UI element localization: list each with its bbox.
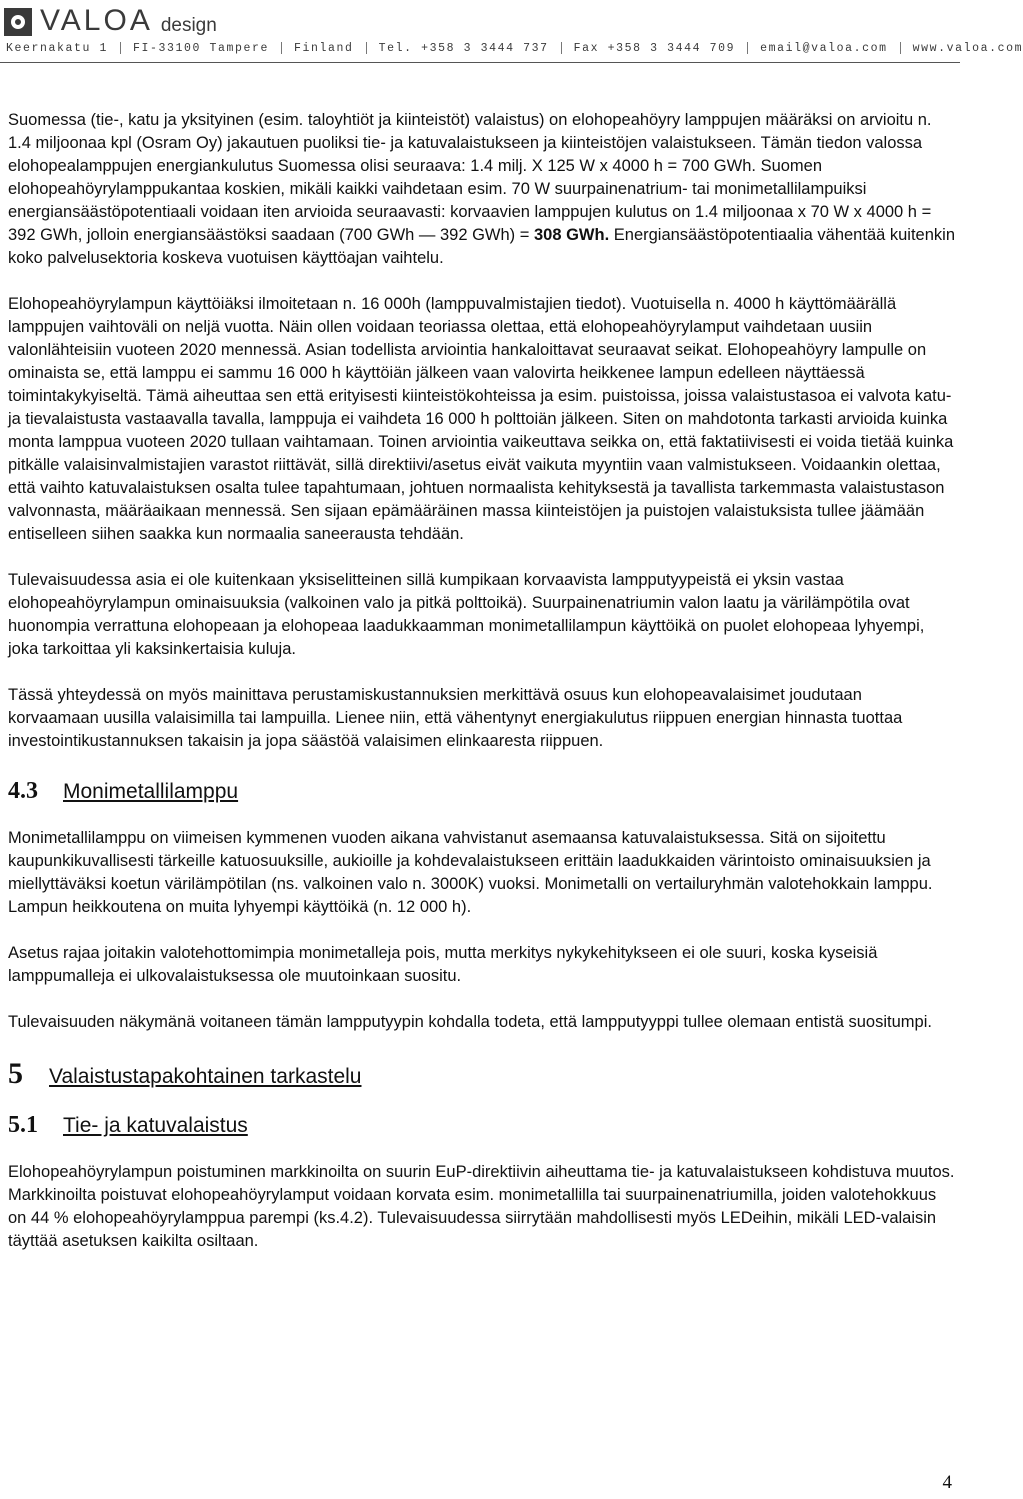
paragraph-installation-costs: Tässä yhteydessä on myös mainittava perustamiskustannuksien merkittävä osuus kun elohopeavalaisimet joudutaan korvaamaan uusilla valaisimilla tai lampuilla. Lienee niin, että vähentynyt energiakulutus riippuen energian hinnasta tuottaa investointikustannuksen takaisin ja jopa säästöä valaisimen elinkaaresta riippuen. <box>8 686 903 750</box>
contact-line <box>6 42 1023 55</box>
contact-email: email@valoa.com <box>760 42 888 55</box>
contact-website: www.valoa.com <box>912 42 1023 55</box>
paragraph-energy-estimate <box>8 109 956 270</box>
paragraph-outlook: Tulevaisuuden näkymänä voitaneen tämän lampputyypin kohdalla todeta, että lampputyyppi tullee olemaan entistä suositumpi. <box>8 1013 932 1031</box>
contact-country: Finland <box>294 42 354 55</box>
contact-separator <box>900 42 901 54</box>
chapter-heading-5 <box>8 1057 956 1094</box>
contact-separator <box>366 42 367 54</box>
paragraph-text: Energiansäästöpotentiaalia vähentää kuitenkin koko palvelusektoria koskeva vuotuisen käyttöajan vaihtelu. <box>8 226 956 267</box>
paragraph-text: Suomessa (tie-, katu ja yksityinen (esim. taloyhtiöt ja kiinteistöt) valaistus) on elohopeahöyry lamppujen määräksi on arvioitu n. 1.4 miljoonaa kpl (Osram Oy) jakautuen puoliksi tie- ja katuvalaistukseen ja kiinteistöjen valaistukseen. Tämän tiedon valossa elohopealamppujen energiankulutus Suomessa olisi seuraava: 1.4 milj. X 125 W x 4000 h = 700 GWh. Suomen elohopeahöyrylamppukantaa koskien, mikäli kaikki vaihdetaan esim. 70 W suurpainenatrium- tai monimetallilampuiksi energiansäästöpotentiaali voidaan iten arvioida seuraavasti: korvaavien lamppujen kulutus on 1.4 miljoonaa x 70 W x 4000 h = 392 GWh, jolloin energiansäästöksi saadaan (700 GWh — 392 GWh) = <box>8 111 932 244</box>
section-title: Monimetallilamppu <box>63 780 239 803</box>
paragraph-metal-halide: Monimetallilamppu on viimeisen kymmenen vuoden aikana vahvistanut asemaansa katuvalaistuksessa. Sitä on sijoitettu kaupunkikuvallisesti tärkeille katuosuuksille, aukioille ja kohdevalaistukseen erittäin laadukkaiden värintoisto ominaisuuksien ja miellyttäväksi koetun värilämpötilan (ns. valkoinen valo n. 3000K) vuoksi. Monimetalli on vertailuryhmän valotehokkain lamppu. Lampun heikkoutena on muita lyhyempi käyttöikä (n. 12 000 h). <box>8 829 933 916</box>
page-number: 4 <box>942 1472 952 1493</box>
contact-separator <box>281 42 282 54</box>
document-body <box>8 109 956 1276</box>
paragraph-road-lighting: Elohopeahöyrylampun poistuminen markkinoilta on suurin EuP-direktiivin aiheuttama tie- ja katuvalaistukseen kohdistuva muutos. Markkinoilta poistuvat elohopeahöyrylamput voidaan korvata esim. monimetallilla tai suurpainenatriumilla, joiden valotehokkuus on 44 % elohopeahöyrylamppua parempi (ks.4.2). Tulevaisuudessa siirrytään mahdollisesti myös LEDeihin, mikäli LED-valaisin täyttää asetuksen kaikilta osiltaan. <box>8 1163 955 1250</box>
contact-phone: Tel. +358 3 3444 737 <box>378 42 549 55</box>
section-heading-4-3 <box>8 776 956 807</box>
brand-subtitle: design <box>160 15 217 36</box>
brand-name: VALOA <box>40 4 153 37</box>
contact-separator <box>120 42 121 54</box>
section-number: 5.1 <box>8 1112 38 1138</box>
company-logo <box>4 2 217 36</box>
section-heading-5-1 <box>8 1110 956 1141</box>
paragraph-lamp-lifetime: Elohopeahöyrylampun käyttöiäksi ilmoitetaan n. 16 000h (lamppuvalmistajien tiedot). Vuotuisella n. 4000 h käyttömäärällä lamppujen vaihtoväli on neljä vuotta. Näin ollen voidaan teoriassa olettaa, että elohopeahöyrylamput vaihdetaan uusiin valonlähteisiin vuoteen 2020 mennessä. Asian todellista arviointia hankaloittavat seuraavat seikat. Elohopeahöyry lampulle on ominaista se, että lamppu ei sammu 16 000 h käyttöiän jälkeen vaan valovirta heikkenee lampun edelleen näyttäessä toimintakykyiseltä. Tämä aiheuttaa sen että erityisesti kiinteistökohteissa ja esim. puistoissa, joissa valaistustasoa ei valvota katu- ja tievalaistusta vastaavalla tavalla, lamppuja ei vaihdeta 16 000 h polttoiän jälkeen. Siten on mahdotonta tarkasti arvioida kuinka monta lamppua vuoteen 2020 tullaan vaihtamaan. Toinen arviointia vaikeuttava seikka on, että faktatiivisesti ei voida tietää kuinka pitkälle valaisinvalmistajien varastot riittävät, sillä direktiivi/asetus eivät vaikuta myyntiin vaan valmistukseen. Voidaankin olettaa, että vaihto katuvalaistuksen osalta tulee tapahtumaan, johtuen normaalista kehityksestä ja tavallista tarkemmasta valaistustason valvonnasta, määräaikaan mennessä. Sen sijaan epämääräinen massa kiinteistöjen ja puistojen valaistuksista tullee jäämään entiselleen siihen saakka kun normaalia saneerausta tehdään. <box>8 295 954 543</box>
letterhead <box>0 0 1023 70</box>
contact-separator <box>747 42 748 54</box>
logo-mark-icon <box>4 8 32 36</box>
contact-postal: FI-33100 Tampere <box>133 42 270 55</box>
paragraph-future-ambiguity: Tulevaisuudessa asia ei ole kuitenkaan yksiselitteinen sillä kumpikaan korvaavista lampputyypeistä ei yksin vastaa elohopeahöyrylampun ominaisuuksia (valkoinen valo ja pitkä polttoikä). Suurpainenatriumin valon laatu ja värilämpötila ovat huonompia verrattuna elohopeaan ja elohopeaa laadukkaamman monimetallilampun käyttöikä on puolet elohopeaa lyhyempi, joka tarkoittaa yli kaksinkertaisia kuluja. <box>8 571 925 658</box>
bold-savings-value: 308 GWh. <box>533 226 610 244</box>
contact-separator <box>561 42 562 54</box>
header-divider <box>0 62 960 63</box>
contact-street: Keernakatu 1 <box>6 42 109 55</box>
chapter-title: Valaistustapakohtainen tarkastelu <box>49 1065 362 1088</box>
paragraph-regulation: Asetus rajaa joitakin valotehottomimpia monimetalleja pois, mutta merkitys nykykehitykseen ei ole suuri, koska kyseisiä lamppumalleja ei ulkovalaistuksessa ole muutoinkaan suositu. <box>8 944 878 985</box>
contact-fax: Fax +358 3 3444 709 <box>573 42 736 55</box>
section-title: Tie- ja katuvalaistus <box>63 1114 248 1137</box>
section-number: 4.3 <box>8 778 38 804</box>
chapter-number: 5 <box>8 1057 23 1090</box>
